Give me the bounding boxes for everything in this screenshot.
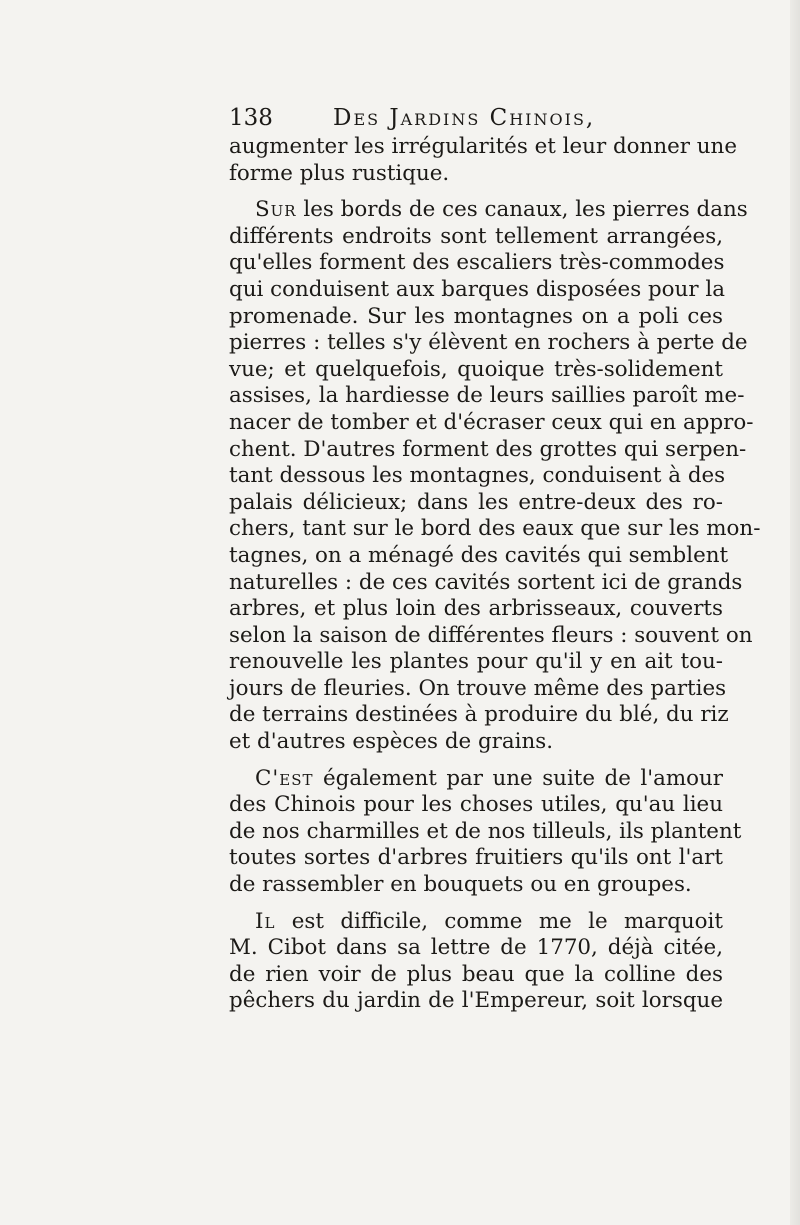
text-line: vue; et quelquefois, quoique très-solidement	[229, 356, 723, 382]
text-line: selon la saison de différentes fleurs : souvent on	[229, 622, 753, 648]
text-line	[229, 909, 723, 936]
text-line: qu'elles forment des escaliers très-commodes	[229, 250, 725, 276]
text-line: de rien voir de plus beau que la colline des	[229, 961, 723, 987]
page-number: 138	[229, 105, 273, 131]
text-fragment: également par une suite de l'amour	[313, 765, 723, 791]
text-line: de nos charmilles et de nos tilleuls, ils plantent	[229, 818, 742, 844]
text-line: tagnes, on a ménagé des cavités qui semblent	[229, 542, 729, 568]
text-line: tant dessous les montagnes, conduisent à des	[229, 463, 726, 489]
page-header	[229, 103, 723, 133]
text-line	[229, 766, 723, 793]
text-line: naturelles : de ces cavités sortent ici de grands	[229, 569, 743, 595]
text-line: arbres, et plus loin des arbrisseaux, couverts	[229, 596, 723, 622]
paragraph	[229, 765, 742, 899]
body-text	[229, 134, 761, 1015]
paragraph	[229, 134, 737, 187]
text-line	[229, 197, 748, 224]
text-line: nacer de tomber et d'écraser ceux qui en appro-	[229, 409, 754, 435]
text-line: M. Cibot dans sa lettre de 1770, déjà citée,	[229, 935, 723, 961]
text-line: toutes sortes d'arbres fruitiers qu'ils ont l'art	[229, 845, 723, 871]
text-line: palais délicieux; dans les entre-deux des ro-	[229, 489, 723, 515]
lead-word: Sur	[255, 197, 297, 223]
text-line: pierres : telles s'y élèvent en rochers à perte de	[229, 330, 748, 356]
text-line: différents endroits sont tellement arrangées,	[229, 223, 723, 249]
page-edge-shadow	[790, 0, 800, 1225]
text-line: qui conduisent aux barques disposées pour la	[229, 276, 725, 302]
text-line: de terrains destinées à produire du blé, du riz	[229, 702, 729, 728]
running-title: Des Jardins Chinois,	[333, 105, 596, 131]
text-line: renouvelle les plantes pour qu'il y en ait tou-	[229, 649, 723, 675]
text-line: pêchers du jardin de l'Empereur, soit lorsque	[229, 988, 723, 1014]
paragraph	[229, 909, 723, 1015]
text-line: forme plus rustique.	[229, 160, 450, 186]
lead-word: C'est	[255, 765, 314, 791]
text-fragment: les bords de ces canaux, les pierres dans	[296, 197, 748, 223]
text-line: promenade. Sur les montagnes on a poli ces	[229, 303, 723, 329]
text-line: chers, tant sur le bord des eaux que sur les mon-	[229, 516, 761, 542]
text-line: chent. D'autres forment des grottes qui serpen-	[229, 436, 747, 462]
text-line: jours de fleuries. On trouve même des parties	[229, 675, 727, 701]
paragraph	[229, 197, 761, 755]
text-line: et d'autres espèces de grains.	[229, 729, 554, 755]
text-line: de rassembler en bouquets ou en groupes.	[229, 872, 692, 898]
text-line: augmenter les irrégularités et leur donner une	[229, 134, 737, 159]
text-fragment: est difficile, comme me le marquoit	[275, 908, 723, 934]
text-line: assises, la hardiesse de leurs saillies paroît me-	[229, 383, 745, 409]
text-line: des Chinois pour les choses utiles, qu'au lieu	[229, 792, 723, 818]
lead-word: Il	[255, 908, 276, 934]
